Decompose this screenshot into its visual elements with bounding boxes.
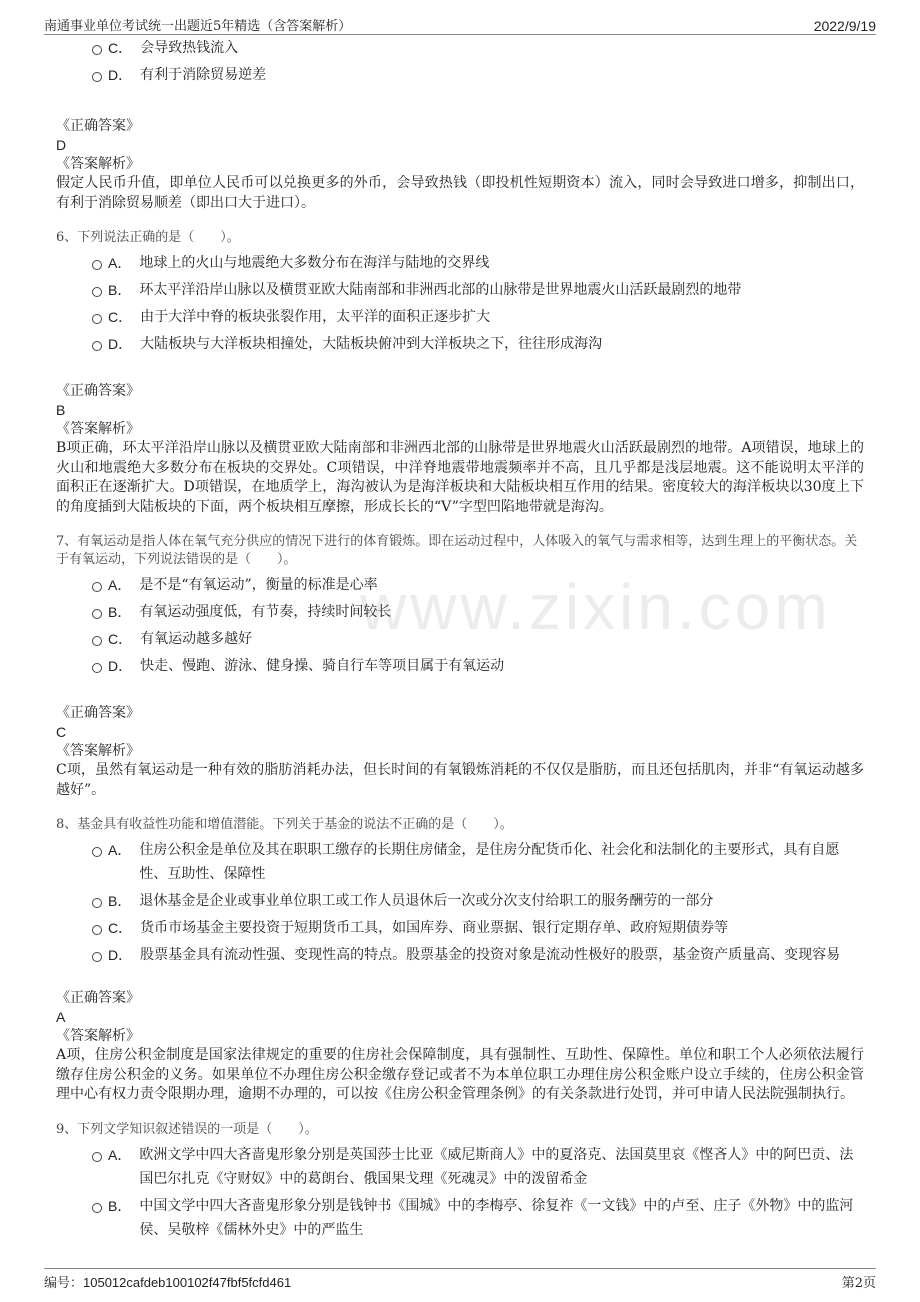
radio-icon[interactable]	[92, 314, 102, 324]
analysis-label: 《答案解析》	[56, 156, 140, 172]
radio-icon[interactable]	[92, 582, 102, 592]
page-footer	[44, 1268, 876, 1291]
analysis-label: 《答案解析》	[56, 421, 140, 437]
radio-icon[interactable]	[92, 952, 102, 962]
question-8	[56, 816, 864, 1105]
option-d[interactable]: D． 股票基金具有流动性强、变现性高的特点。股票基金的投资对象是流动性极好的股票，基金资产质量高、变现容易	[92, 943, 864, 967]
radio-icon[interactable]	[92, 260, 102, 270]
question-stem: 8、基金具有收益性功能和增值潜能。下列关于基金的说法不正确的是（ ）。	[56, 817, 513, 832]
radio-icon[interactable]	[92, 847, 102, 857]
option-c[interactable]: C． 有氧运动越多越好	[92, 627, 864, 651]
option-a[interactable]: A． 欧洲文学中四大吝啬鬼形象分别是英国莎士比亚《威尼斯商人》中的夏洛克、法国莫里哀《悭吝人》中的阿巴贡、法国巴尔扎克《守财奴》中的葛朗台、俄国果戈理《死魂灵》中的泼留希金	[92, 1143, 864, 1191]
document-title: 南通事业单位考试统一出题近5年精选（含答案解析）	[44, 19, 352, 34]
analysis-text: C项，虽然有氧运动是一种有效的脂肪消耗办法，但长时间的有氧锻炼消耗的不仅仅是脂肪，而且还包括肌肉，并非“有氧运动越多越好”。	[56, 762, 864, 798]
document-code: 编号：105012cafdeb100102f47fbf5fcfd461	[44, 1275, 292, 1290]
radio-icon[interactable]	[92, 609, 102, 619]
option-c[interactable]: C． 由于大洋中脊的板块张裂作用，太平洋的面积正逐步扩大	[92, 305, 864, 329]
analysis-text: A项，住房公积金制度是国家法律规定的重要的住房社会保障制度，具有强制性、互助性、保障性。单位和职工个人必须依法履行缴存住房公积金的义务。如果单位不办理住房公积金缴存登记或者不为本单位职工办理住房公积金账户设立手续的，住房公积金管理中心有权力责令限期办理，逾期不办理的，可以按《住房公积金管理条例》的有关条款进行处罚，并可申请人民法院强制执行。	[56, 1047, 864, 1102]
answer-value: D	[56, 137, 67, 153]
question-9	[56, 1121, 864, 1242]
answer-label: 《正确答案》	[56, 705, 140, 721]
answer-value: C	[56, 724, 67, 740]
radio-icon[interactable]	[92, 45, 102, 55]
question-7	[56, 533, 864, 800]
question-stem: 9、下列文学知识叙述错误的一项是（ ）。	[56, 1121, 318, 1137]
page-number: 第2页	[841, 1276, 876, 1291]
radio-icon[interactable]	[92, 341, 102, 351]
option-d[interactable]: D． 快走、慢跑、游泳、健身操、骑自行车等项目属于有氧运动	[92, 654, 864, 678]
radio-icon[interactable]	[92, 287, 102, 297]
question-stem: 7、有氧运动是指人体在氧气充分供应的情况下进行的体育锻炼。即在运动过程中，人体吸入的氧气与需求相等，达到生理上的平衡状态。关于有氧运动，下列说法错误的是（ ）。	[56, 534, 858, 567]
analysis-label: 《答案解析》	[56, 1028, 140, 1044]
document-date: 2022/9/19	[813, 18, 876, 34]
answer-value: B	[56, 402, 66, 418]
option-d[interactable]: D． 大陆板块与大洋板块相撞处，大陆板块俯冲到大洋板块之下，往往形成海沟	[92, 332, 864, 356]
answer-label: 《正确答案》	[56, 990, 140, 1006]
answer-label: 《正确答案》	[56, 383, 140, 399]
option-a[interactable]: A． 地球上的火山与地震绝大多数分布在海洋与陆地的交界线	[92, 251, 864, 275]
radio-icon[interactable]	[92, 925, 102, 935]
analysis-text: B项正确，环太平洋沿岸山脉以及横贯亚欧大陆南部和非洲西北部的山脉带是世界地震火山活跃最剧烈的地带。A项错误，地球上的火山和地震绝大多数分布在板块的交界处。C项错误，中洋脊地震带地震频率并不高，且几乎都是浅层地震。这不能说明太平洋的面积正在逐渐扩大。D项错误，在地质学上，海沟被认为是海洋板块和大陆板块相互作用的结果。密度较大的海洋板块以30度上下的角度插到大陆板块的下面，两个板块相互摩擦，形成长长的“V”字型凹陷地带就是海沟。	[56, 440, 864, 515]
radio-icon[interactable]	[92, 1152, 102, 1162]
radio-icon[interactable]	[92, 636, 102, 646]
option-a[interactable]: A． 是不是“有氧运动”，衡量的标准是心率	[92, 573, 864, 597]
option-b[interactable]: B． 环太平洋沿岸山脉以及横贯亚欧大陆南部和非洲西北部的山脉带是世界地震火山活跃最剧烈的地带	[92, 278, 864, 302]
option-d[interactable]: D． 有利于消除贸易逆差	[92, 63, 864, 87]
analysis-text: 假定人民币升值，即单位人民币可以兑换更多的外币，会导致热钱（即投机性短期资本）流入，同时会导致进口增多，抑制出口，有利于消除贸易顺差（即出口大于进口）。	[56, 175, 864, 211]
option-b[interactable]: B． 有氧运动强度低，有节奏，持续时间较长	[92, 600, 864, 624]
page-content	[56, 36, 864, 1245]
radio-icon[interactable]	[92, 898, 102, 908]
radio-icon[interactable]	[92, 1203, 102, 1213]
watermark: www.zixin.com	[360, 571, 832, 643]
answer-label: 《正确答案》	[56, 118, 140, 134]
question-5	[56, 36, 864, 213]
option-b[interactable]: B． 中国文学中四大吝啬鬼形象分别是钱钟书《围城》中的李梅亭、徐复祚《一文钱》中的卢至、庄子《外物》中的监河侯、吴敬梓《儒林外史》中的严监生	[92, 1194, 864, 1242]
question-6	[56, 229, 864, 517]
analysis-label: 《答案解析》	[56, 743, 140, 759]
option-a[interactable]: A． 住房公积金是单位及其在职职工缴存的长期住房储金，是住房分配货币化、社会化和法制化的主要形式，具有自愿性、互助性、保障性	[92, 838, 864, 886]
answer-value: A	[56, 1009, 66, 1025]
radio-icon[interactable]	[92, 72, 102, 82]
page-header	[44, 12, 876, 35]
radio-icon[interactable]	[92, 663, 102, 673]
option-c[interactable]: C． 会导致热钱流入	[92, 36, 864, 60]
question-stem: 6、下列说法正确的是（ ）。	[56, 230, 240, 245]
option-b[interactable]: B． 退休基金是企业或事业单位职工或工作人员退休后一次或分次支付给职工的服务酬劳的一部分	[92, 889, 864, 913]
option-c[interactable]: C． 货币市场基金主要投资于短期货币工具，如国库券、商业票据、银行定期存单、政府短期债券等	[92, 916, 864, 940]
